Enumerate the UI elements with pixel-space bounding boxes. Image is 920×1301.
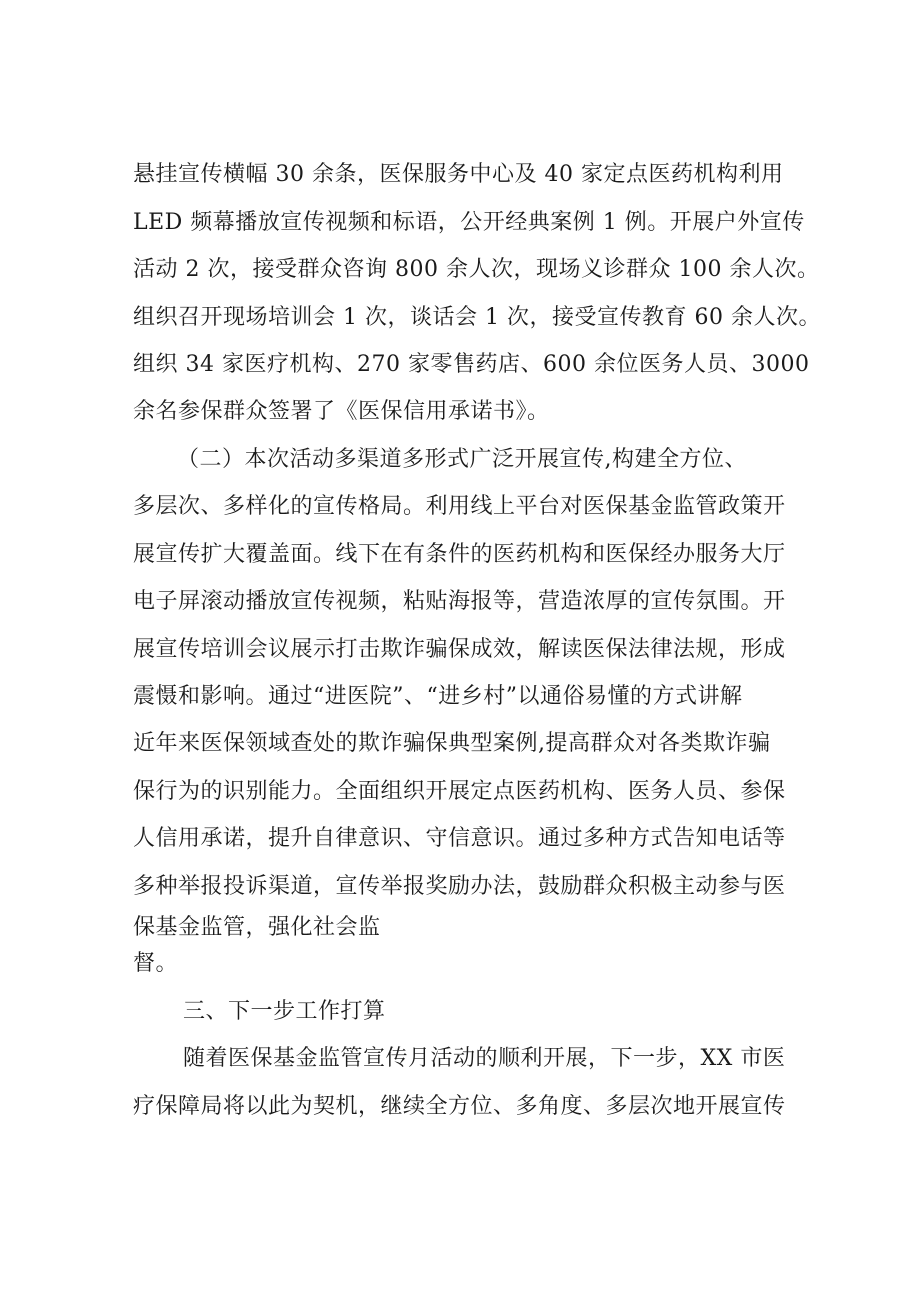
text-line: 疗保障局将以此为契机，继续全方位、多角度、多层次地开展宣传 — [133, 1094, 786, 1119]
text-line: 保基金监管，强化社会监 — [133, 915, 381, 940]
text-line: 督。 — [133, 951, 179, 976]
text-line: 组织召开现场培训会 1 次，谈话会 1 次，接受宣传教育 60 余人次。 — [133, 305, 821, 330]
text-line: 随着医保基金监管宣传月活动的顺利开展，下一步，XX 市医 — [183, 1046, 786, 1071]
section-heading-3: 三、下一步工作打算 — [183, 999, 386, 1024]
text-line: 保行为的识别能力。全面组织开展定点医药机构、医务人员、参保 — [133, 779, 786, 804]
text-line: 余名参保群众签署了《医保信用承诺书》。 — [133, 399, 550, 424]
section-heading-2: （二）本次活动多渠道多形式广泛开展宣传,构建全方位、 — [177, 447, 747, 472]
text-line: 组织 34 家医疗机构、270 家零售药店、600 余位医务人员、3000 — [133, 352, 810, 377]
text-line: 多层次、多样化的宣传格局。利用线上平台对医保基金监管政策开 — [133, 494, 786, 519]
text-line: 人信用承诺，提升自律意识、守信意识。通过多种方式告知电话等 — [133, 826, 786, 851]
text-line: 展宣传扩大覆盖面。线下在有条件的医药机构和医保经办服务大厅 — [133, 542, 786, 567]
text-line: 悬挂宣传横幅 30 余条，医保服务中心及 40 家定点医药机构利用 — [133, 162, 784, 187]
text-line: 电子屏滚动播放宣传视频，粘贴海报等，营造浓厚的宣传氛围。开 — [133, 589, 786, 614]
text-line: 多种举报投诉渠道，宣传举报奖励办法，鼓励群众积极主动参与医 — [133, 874, 786, 899]
text-line: 震慑和影响。通过“进医院”、“进乡村”以通俗易懂的方式讲解 — [133, 684, 743, 709]
text-line: 活动 2 次，接受群众咨询 800 余人次，现场义诊群众 100 余人次。 — [133, 257, 820, 282]
text-line: 近年来医保领域查处的欺诈骗保典型案例,提高群众对各类欺诈骗 — [133, 731, 771, 756]
text-line: 展宣传培训会议展示打击欺诈骗保成效，解读医保法律法规，形成 — [133, 637, 786, 662]
text-line: LED 频幕播放宣传视频和标语，公开经典案例 1 例。开展户外宣传 — [133, 210, 805, 235]
